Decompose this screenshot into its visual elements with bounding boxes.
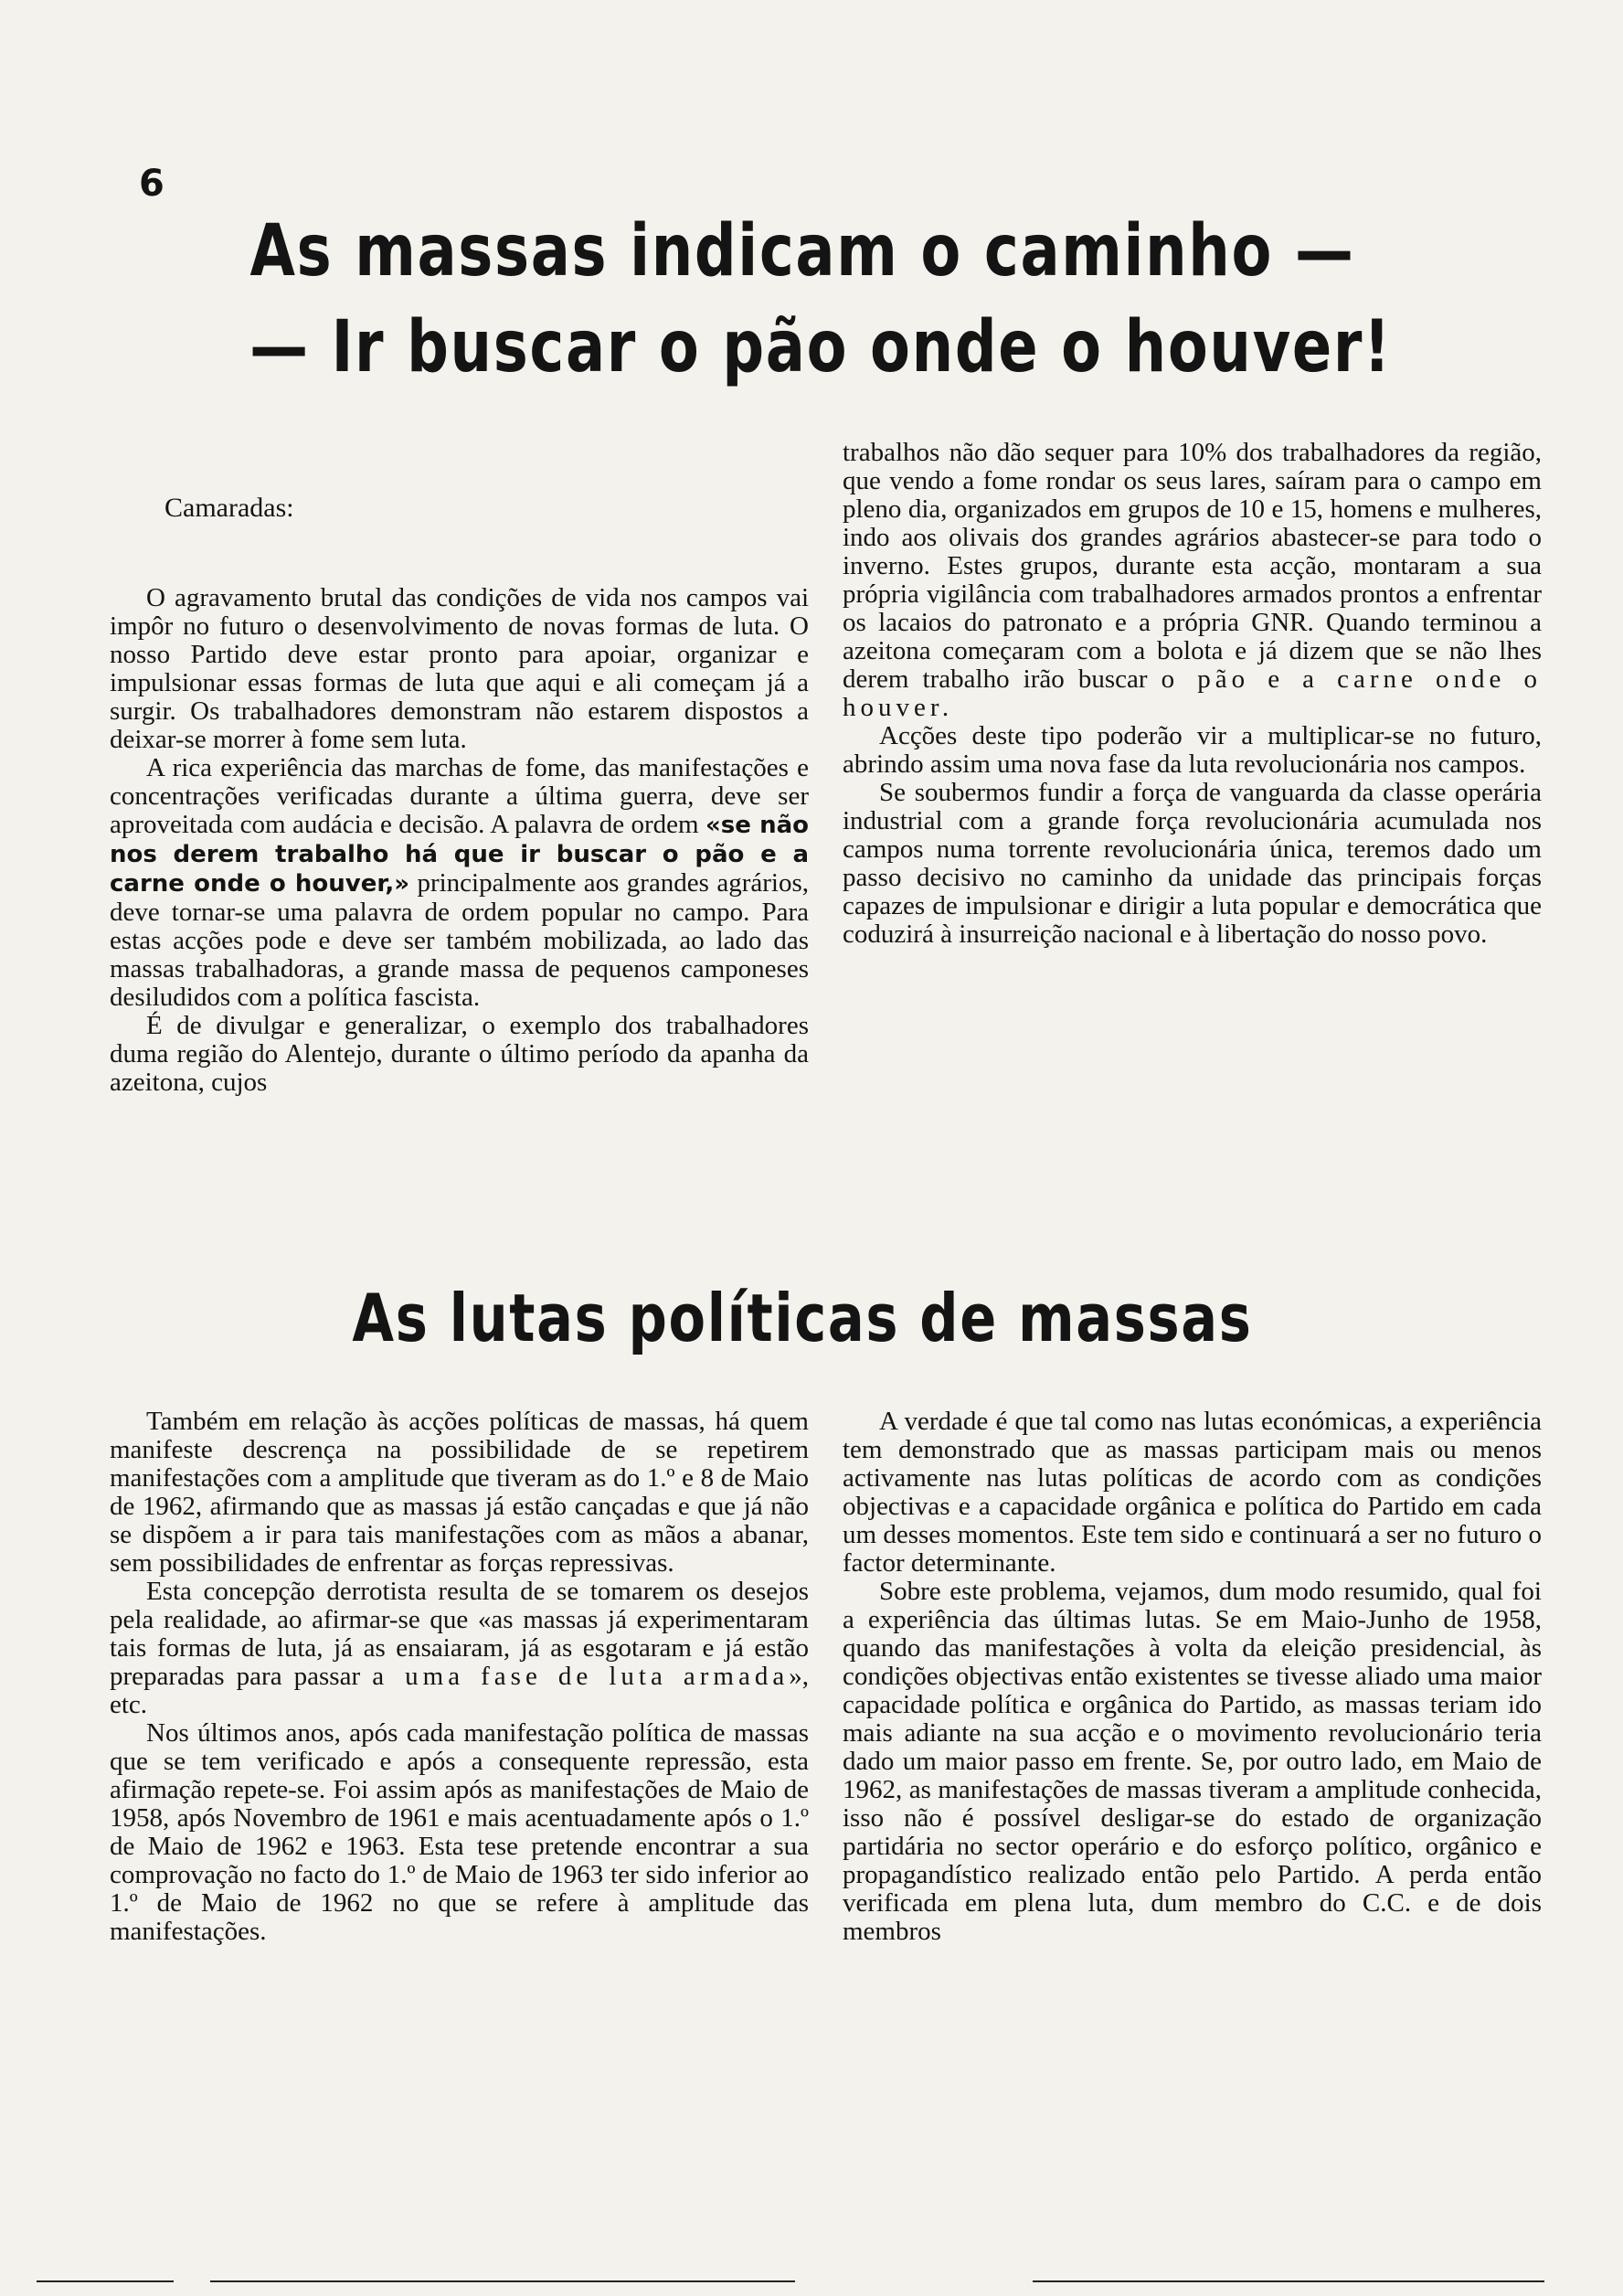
paragraph-text: », etc.: [110, 1662, 809, 1719]
paragraph: Sobre este problema, vejamos, dum modo resumido, qual foi a experiência das últimas lutas. Se em Maio-Junho de 1958, quando das manifestações à volta da eleição presidencial, às condições objectivas então existentes se tivesse aliado uma maior capacidade política e orgânica do Partido, as massas teriam ido mais adiante na sua acção e o movimento revolucionário teria dado um maior passo em frente. Se, por outro lado, em Maio de 1962, as manifestações de massas tiveram a amplitude conhecida, isso não é possível desligar-se do estado de organização partidária no sector operário e do esforço político, orgânico e propagandístico realizado então pelo Partido. A perda então verificada em plena luta, dum membro do C.C. e de dois membros: [843, 1577, 1542, 1946]
section2-right-column: [843, 1408, 1542, 1946]
section1-right-column: [843, 439, 1542, 949]
paragraph: [843, 439, 1542, 722]
salutation: Camaradas:: [164, 493, 294, 523]
paragraph-text: A rica experiência das marchas de fome, das manifestações e concentrações verificadas durante a última guerra, deve ser aproveitada com audácia e decisão. A palavra de ordem: [110, 753, 809, 839]
footer-rule: [210, 2280, 795, 2282]
spaced-text: o pão e a carne onde o houver.: [843, 664, 1542, 722]
page-number: 6: [139, 163, 164, 205]
paragraph: Acções deste tipo poderão vir a multiplicar-se no futuro, abrindo assim uma nova fase da luta revolucionária nos campos.: [843, 721, 1542, 779]
paragraph: A verdade é que tal como nas lutas económicas, a experiência tem demonstrado que as massas participam mais ou menos activamente nas lutas políticas de acordo com as condições objectivas e a capacidade orgânica e política do Partido em cada um desses momentos. Este tem sido e continuará a ser no futuro o factor determinante.: [843, 1407, 1542, 1578]
paragraph-text: Esta concepção derrotista resulta de se tomarem os desejos pela realidade, ao afirmar-se que «as massas já experimentaram tais formas de luta, já as ensaiaram, já as esgotaram e já estão preparadas para passar: [110, 1577, 809, 1691]
paragraph: [110, 754, 809, 1012]
paragraph: Se soubermos fundir a força de vanguarda da classe operária industrial com a grande força revolucionária acumulada nos campos numa torrente revolucionária única, teremos dado um passo decisivo no caminho da unidade das principais forças capazes de impulsionar e dirigir a luta popular e democrática que coduzirá à insurreição nacional e à libertação do nosso povo.: [843, 778, 1542, 949]
slogan-bold: «se não nos derem trabalho há que ir buscar o pão e a carne onde o houver,»: [110, 812, 809, 898]
footer-rule: [1033, 2280, 1544, 2282]
headline-section1-line2: — Ir buscar o pão onde o houver!: [249, 306, 1392, 388]
paragraph-text: trabalhos não dão sequer para 10% dos trabalhadores da região, que vendo a fome rondar os seus lares, saíram para o campo em pleno dia, organizados em grupos de 10 e 15, homens e mulheres, indo aos olivais dos grandes agrários abastecer-se para todo o inverno. Estes grupos, durante esta acção, montaram a sua própria vigilância com trabalhadores armados prontos a enfrentar os lacaios do patronato e a própria GNR. Quando terminou a azeitona começaram com a bolota e já dizem que se não lhes derem trabalho irão buscar: [843, 438, 1542, 694]
spaced-text: a uma fase de luta armada: [372, 1662, 790, 1691]
paragraph-text: principalmente aos grandes agrários, deve tornar-se uma palavra de ordem popular no campo. Para estas acções pode e deve ser também mobilizada, ao lado das massas trabalhadoras, a grande massa de pequenos camponeses desiludidos com a política fascista.: [110, 868, 809, 1012]
section2-left-column: [110, 1408, 809, 1946]
paragraph: O agravamento brutal das condições de vida nos campos vai impôr no futuro o desenvolvimento de novas formas de luta. O nosso Partido deve estar pronto para apoiar, organizar e impulsionar essas formas de luta que aqui e ali começam já a surgir. Os trabalhadores demonstram não estarem dispostos a deixar-se morrer à fome sem luta.: [110, 583, 809, 754]
section1-left-column: [110, 494, 809, 1097]
paragraph: Também em relação às acções políticas de massas, há quem manifeste descrença na possibilidade de se repetirem manifestações com a amplitude que tiveram as do 1.º e 8 de Maio de 1962, afirmando que as massas já estão cançadas e que já não se dispõem a ir para tais manifestações com as mãos a abanar, sem possibilidades de enfrentar as forças repressivas.: [110, 1407, 809, 1578]
footer-rule: [37, 2280, 174, 2282]
paragraph: [110, 1578, 809, 1719]
headline-section2: As lutas políticas de massas: [352, 1280, 1253, 1356]
paragraph: É de divulgar e generalizar, o exemplo dos trabalhadores duma região do Alentejo, durante o último período da apanha da azeitona, cujos: [110, 1011, 809, 1097]
paragraph: Nos últimos anos, após cada manifestação política de massas que se tem verificado e após a consequente repressão, esta afirmação repete-se. Foi assim após as manifestações de Maio de 1958, após Novembro de 1961 e mais acentuadamente após o 1.º de Maio de 1962 e 1963. Esta tese pretende encontrar a sua comprovação no facto do 1.º de Maio de 1963 ter sido inferior ao 1.º de Maio de 1962 no que se refere à amplitude das manifestações.: [110, 1718, 809, 1946]
headline-section1-line1: As massas indicam o caminho —: [249, 210, 1355, 292]
